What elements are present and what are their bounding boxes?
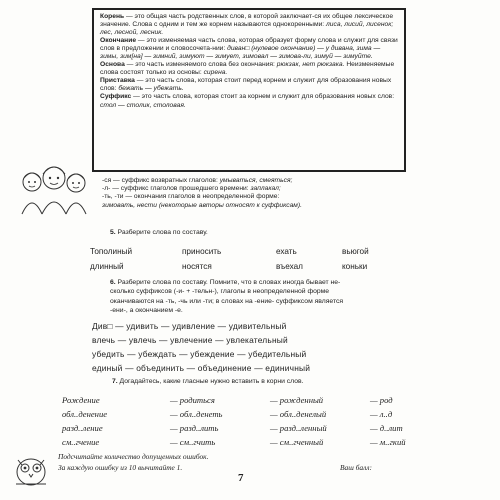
task-7-cell: — см..гченный [270, 437, 324, 447]
task-5-word: вьюгой [342, 247, 369, 256]
rule-suffix: Суффикс — это часть слова, которая стоит за корнем и служит для образования новых слов: стол — столик, столовая. [100, 93, 395, 109]
score-label: Ваш балл: [340, 463, 372, 472]
task-5-word: коньки [342, 262, 368, 271]
task-6-row: Див□ — удивить — удивление — удивительный [92, 321, 287, 331]
task-5-word: въехал [276, 262, 303, 271]
task-6-title: 6. Разберите слова по составу. Помните, что в словах иногда бывает не- сколько суффиксов (-и- + -тельн-), глаголы в неопределенной форме оканчиваются на -ть, -чь или -ти; в словах на -ение- суффиксом является -ени-, а окончанием -е. [110, 279, 344, 315]
task-7-cell: см..гчение [62, 437, 100, 447]
task-7-cell: — см..гчить [170, 437, 216, 447]
task-6-row: единый — объединить — объединение — единичный [92, 363, 311, 373]
rule-root: Корень — это общая часть родственных слов, в которой заключает-ся их общее лексическое значение. Слова с одним и тем же корнем называются однокоренными: лиса, лисий, лисенок; лес, лесной, лесник. [100, 13, 394, 37]
task-7-cell: — обл..денелый [270, 409, 327, 419]
task-7-cell: — л..д [370, 409, 393, 419]
task-7-cell: — рожденный [270, 395, 324, 405]
suffix-notes: -ся — суффикс возвратных глаголов: умываться, смеяться; -л- — суффикс глаголов прошедшего времени: заплакал; -ть, -ти — окончания глаголов в неопределенной форме: зимовать, нести (некоторые авторы относят к суффиксам). [102, 177, 302, 209]
task-7-cell: — обл..денеть [170, 409, 223, 419]
task-5-word: длинный [90, 262, 124, 271]
rule-prefix: Приставка — это часть слова, которая стоит перед корнем и служит для образования новых слов: бежать — убежать. [100, 77, 392, 93]
footer-instruction: За каждую ошибку из 10 вычитайте 1. [58, 463, 183, 472]
task-7-cell: — род [370, 395, 393, 405]
task-7-cell: — д..лит [370, 423, 403, 433]
task-5-word: Тополиный [90, 247, 133, 256]
rule-ending: Окончание — это изменяемая часть слова, которая образует форму слова и служит для связи слов в предложении и словосочета-нии: диван□ (нулевое окончание) — у дивана, зима — зимы, зим[на] — зимний, зимуют — зимует, зимовал — зимова-ли, зимуй — зимуйте. [100, 37, 398, 61]
task-7-cell: — разд..ленный [270, 423, 327, 433]
task-5-word: ехать [276, 247, 297, 256]
rule-box [92, 8, 406, 172]
task-7-title: 7. Догадайтесь, какие гласные нужно вставить в корни слов. [112, 378, 304, 385]
task-7-cell: — родиться [170, 395, 215, 405]
task-5-title: 5. Разберите слова по составу. [110, 229, 208, 236]
task-6-row: убедить — убеждать — убеждение — убедительный [92, 349, 307, 359]
task-5-word: носятся [182, 262, 212, 271]
task-7-cell: — разд..лить [170, 423, 219, 433]
task-5-word: приносить [182, 247, 222, 256]
rule-stem: Основа — это часть изменяемого слова без окончания: рюкзак, нет рюкзака. Неизменяемые слова состоят только из основы: сирена. [100, 61, 395, 77]
task-7-cell: — м..гкий [370, 437, 406, 447]
owl-illustration [10, 448, 52, 488]
task-7-cell: обл..денение [62, 409, 108, 419]
footer-instruction: Подсчитайте количество допущенных ошибок. [58, 452, 209, 461]
task-6-row: влечь — увлечь — увлечение — увлекательный [92, 335, 288, 345]
children-illustration [18, 156, 90, 216]
page-number: 7 [238, 472, 244, 484]
task-7-cell: Рождение [62, 395, 100, 405]
task-7-cell: разд..ление [62, 423, 103, 433]
